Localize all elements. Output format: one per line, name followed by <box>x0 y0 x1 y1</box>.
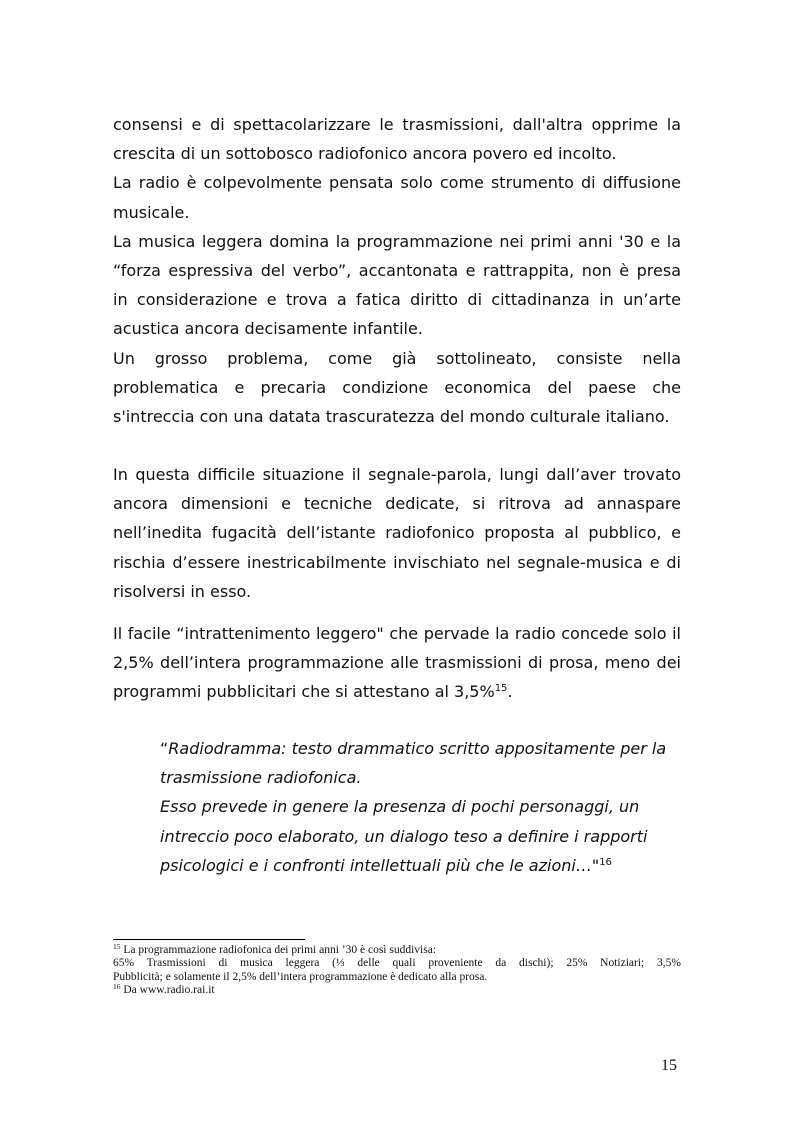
text-line <box>113 677 681 706</box>
quote-line <box>160 734 680 763</box>
footnote-text: 65% Trasmissioni di musica leggera (⅓ delle quali proveniente da dischi); 25% Notiziari; 3,5% <box>113 957 681 970</box>
text-line: La musica leggera domina la programmazione nei primi anni '30 e la <box>113 231 681 251</box>
footnote-number: 15 <box>113 942 121 951</box>
text-line: 2,5% dell’intera programmazione alle trasmissioni di prosa, meno dei <box>113 653 681 673</box>
text-line: in considerazione e trova a fatica diritto di cittadinanza in un’arte <box>113 290 681 310</box>
quote-line: trasmissione radiofonica. <box>160 768 362 788</box>
text-line: Il facile “intrattenimento leggero" che pervade la radio concede solo il <box>113 624 681 643</box>
text-line: La radio è colpevolmente pensata solo come strumento di diffusione <box>113 173 681 193</box>
paragraph-2 <box>113 460 681 606</box>
footnote-16 <box>113 981 681 997</box>
text-line: problematica e precaria condizione economica del paese che <box>113 377 681 397</box>
text-line: rischia d’essere inestricabilmente invischiato nel segnale-musica e di <box>113 552 681 572</box>
quote-text: psicologici e i confronti intellettuali più che le azioni… <box>160 855 592 875</box>
page-number: 15 <box>661 1057 677 1074</box>
footnotes <box>113 944 681 997</box>
quote-line: intreccio poco elaborato, un dialogo teso a definire i rapporti <box>160 826 648 846</box>
quote-text: Radiodramma: testo drammatico scritto appositamente per la <box>168 739 667 758</box>
text-line: In questa difficile situazione il segnale-parola, lungi dall’aver trovato <box>113 465 681 484</box>
footnote-15 <box>113 944 681 957</box>
text-line: “forza espressiva del verbo”, accantonata e rattrappita, non è presa <box>113 261 681 281</box>
footnote-number: 16 <box>113 981 121 991</box>
text-line: nell’inedita fugacità dell’istante radiofonico proposta al pubblico, e <box>113 523 681 543</box>
footnote-text: La programmazione radiofonica dei primi anni ’30 è così suddivisa: <box>123 944 437 956</box>
quote-line: Esso prevede in genere la presenza di pochi personaggi, un <box>160 797 640 817</box>
paragraph-1 <box>113 110 681 431</box>
text-line: consensi e di spettacolarizzare le trasmissioni, dall'altra opprime la <box>113 115 681 134</box>
text-line: ancora dimensioni e tecniche dedicate, si ritrova ad annaspare <box>113 494 681 514</box>
text-line: musicale. <box>113 202 190 222</box>
text-span: programmi pubblicitari che si attestano al 3,5% <box>113 682 495 702</box>
quote-line <box>160 851 680 880</box>
text-line: s'intreccia con una datata trascuratezza del mondo culturale italiano. <box>113 407 670 427</box>
text-line: acustica ancora decisamente infantile. <box>113 319 423 339</box>
footnote-divider <box>113 939 305 940</box>
footnote-text: Da www.radio.rai.it <box>123 983 215 996</box>
text-line: Un grosso problema, come già sottolineato, consiste nella <box>113 348 681 368</box>
text-line: crescita di un sottobosco radiofonico ancora povero ed incolto. <box>113 144 617 164</box>
footnote-ref-16[interactable]: 16 <box>599 856 612 868</box>
paragraph-3 <box>113 619 681 707</box>
text-line: risolversi in esso. <box>113 581 252 601</box>
block-quote <box>160 734 680 880</box>
footnote-text: Pubblicità; e solamente il 2,5% dell’intera programmazione è dedicato alla prosa. <box>113 970 488 983</box>
text-span: . <box>507 682 513 702</box>
quote-close-mark: " <box>591 855 600 875</box>
footnote-ref-15[interactable]: 15 <box>494 683 508 695</box>
quote-open-mark: “ <box>160 739 169 758</box>
